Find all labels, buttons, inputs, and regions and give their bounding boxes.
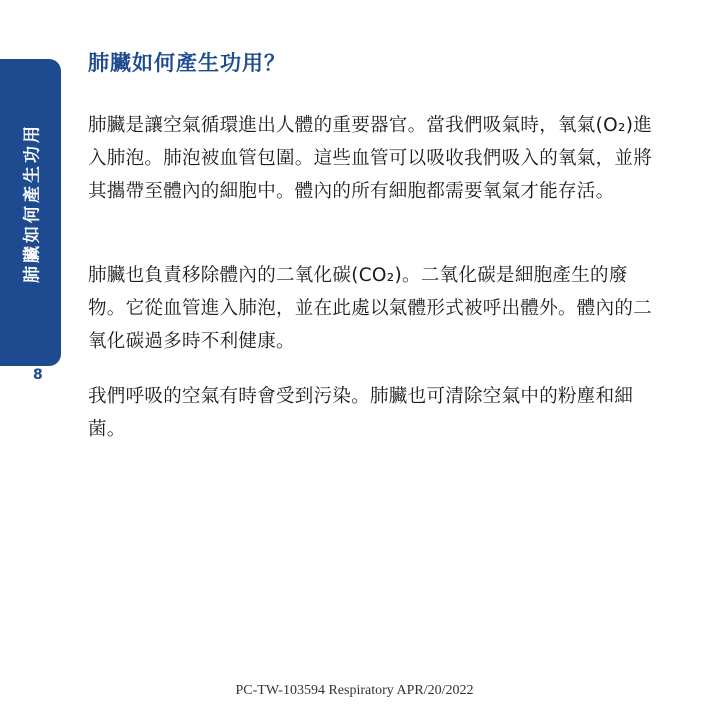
page-title: 肺臟如何產生功用？ bbox=[88, 51, 286, 75]
side-tab-label: 肺臟如何產生功用 bbox=[22, 123, 43, 283]
paragraph-oxygen: 肺臟是讓空氣循環進出人體的重要器官。當我們吸氣時，氧氣(O₂)進入肺泡。肺泡被血管包圍。這些血管可以吸收我們吸入的氧氣，並將其攜帶至體內的細胞中。體內的所有細胞都需要氧氣才能存活。 bbox=[88, 115, 653, 202]
page-number: 8 bbox=[33, 367, 43, 383]
footer-document-code: PC-TW-103594 Respiratory APR/20/2022 bbox=[235, 683, 474, 698]
paragraph-carbon-dioxide: 肺臟也負責移除體內的二氧化碳(CO₂)。二氧化碳是細胞產生的廢物。它從血管進入肺泡，並在此處以氣體形式被呼出體外。體內的二氧化碳過多時不利健康。 bbox=[88, 265, 653, 352]
paragraph-pollution: 我們呼吸的空氣有時會受到污染。肺臟也可清除空氣中的粉塵和細菌。 bbox=[88, 386, 634, 440]
